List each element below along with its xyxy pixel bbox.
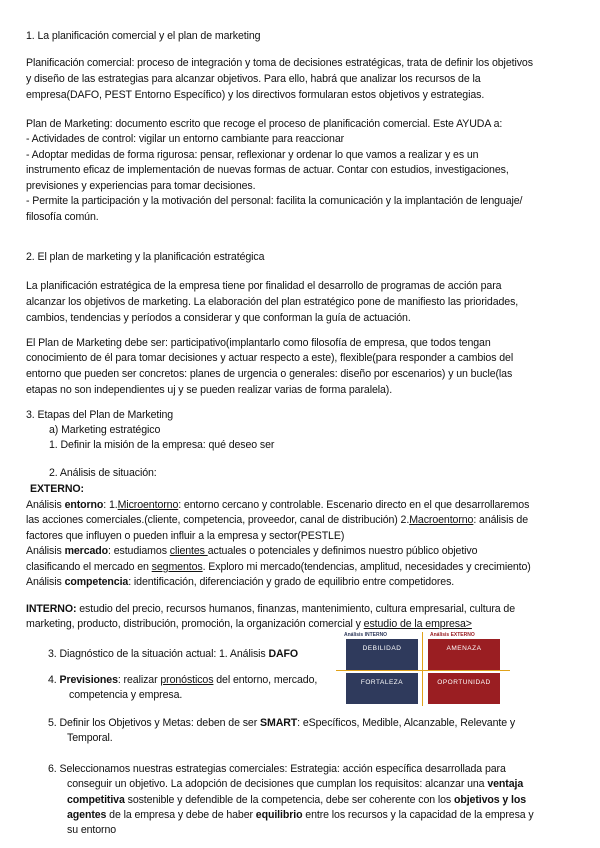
paragraph-line: su entorno bbox=[67, 824, 117, 836]
paragraph-line bbox=[26, 498, 529, 512]
text: : realizar bbox=[117, 674, 161, 686]
text: conseguir un objetivo. La adopción de decisiones que cumplan los requisitos: alcanzar una bbox=[67, 778, 488, 790]
underlined-text: Microentorno bbox=[117, 499, 179, 511]
paragraph-line: instrumento eficaz de implementación de nuevas formas de actuar. Contar con estudios, investigaciones, bbox=[26, 164, 509, 176]
paragraph-line: El Plan de Marketing debe ser: participativo(implantarlo como filosofía de empresa, que todos tengan bbox=[26, 337, 491, 349]
paragraph-line: entorno que pueden ser concretos: planes de urgencia o generales: diseño por escenarios) y un bucle(las bbox=[26, 368, 513, 380]
dafo-label: AMENAZA bbox=[446, 645, 482, 652]
text: . Exploro mi mercado(tendencias, amplitud, necesidades y crecimiento) bbox=[202, 561, 531, 573]
paragraph-line bbox=[26, 544, 477, 558]
section-2-title: 2. El plan de marketing y la planificación estratégica bbox=[26, 251, 265, 263]
text: marketing, producto, distribución, promoción, la organización comercial y bbox=[26, 618, 364, 630]
dafo-subtext bbox=[346, 654, 418, 658]
dafo-debilidad bbox=[346, 639, 418, 670]
section-1-title: 1. La planificación comercial y el plan de marketing bbox=[26, 30, 261, 42]
paragraph-line: empresa(DAFO, PEST Entorno Específico) y los directivos formularan estos objetivos y estrategias. bbox=[26, 89, 485, 101]
paragraph-line bbox=[67, 793, 526, 807]
paragraph-line: - Permite la participación y la motivación del personal: facilita la comunicación y la implantación de lenguaje/ bbox=[26, 195, 523, 207]
list-item-a: a) Marketing estratégico bbox=[49, 424, 161, 436]
paragraph-line: - Adoptar medidas de forma rigurosa: pensar, reflexionar y ordenar lo que vamos a realizar y es un bbox=[26, 149, 479, 161]
text: 3. bbox=[48, 648, 60, 660]
paragraph-line: factores que influyen o pueden influir a la empresa y sector(PESTLE) bbox=[26, 530, 345, 542]
paragraph-line: Planificación comercial: proceso de integración y toma de decisiones estratégicas, trata de definir los objetivos bbox=[26, 57, 533, 69]
text: 6. bbox=[48, 763, 60, 775]
underlined-text: Macroentorno bbox=[409, 514, 474, 526]
text: del entorno, mercado, bbox=[213, 674, 318, 686]
text: : análisis de bbox=[473, 514, 529, 526]
text: : 1. bbox=[103, 499, 118, 511]
dafo-divider bbox=[336, 670, 510, 671]
paragraph-line: La planificación estratégica de la empresa tiene por finalidad el desarrollo de programas de acción para bbox=[26, 280, 502, 292]
externo-heading: EXTERNO: bbox=[30, 483, 84, 495]
text: Análisis bbox=[26, 499, 65, 511]
bold-text: competencia bbox=[64, 576, 129, 588]
paragraph-line: - Actividades de control: vigilar un entorno cambiante para reaccionar bbox=[26, 133, 345, 145]
bold-text: agentes bbox=[67, 809, 107, 821]
paragraph-line: y diseño de las estrategias para alcanzar objetivos. Para ello, habrá que analizar los recursos de la bbox=[26, 73, 481, 85]
bold-text: competitiva bbox=[67, 794, 125, 806]
bold-text: mercado bbox=[64, 545, 109, 557]
dafo-internal-label: Análisis INTERNO bbox=[344, 632, 388, 638]
text: : identificación, diferenciación y grado de equilibrio entre competidores. bbox=[128, 576, 455, 588]
text: Definir los Objetivos y Metas: deben de ser bbox=[59, 717, 260, 729]
underlined-text: estudio de la empresa> bbox=[363, 618, 472, 630]
dafo-matrix-image bbox=[336, 632, 510, 706]
paragraph-line bbox=[67, 777, 523, 791]
paragraph-line: filosofía común. bbox=[26, 211, 99, 223]
paragraph-line: cambios, tendencias y períodos a considerar y que conforman la guía de actuación. bbox=[26, 312, 411, 324]
text: las acciones comerciales.(cliente, competencia, proveedor, canal de distribución) 2. bbox=[26, 514, 410, 526]
paragraph-line: conocimiento de él para tomar decisiones y actuar respecto a este), flexible(para responder a cambios del bbox=[26, 352, 514, 364]
paragraph-line: Plan de Marketing: documento escrito que recoge el proceso de planificación comercial. Este AYUDA a: bbox=[26, 118, 503, 130]
paragraph-line: etapas no son independientes uj y se pueden realizar varias de forma paralela). bbox=[26, 384, 393, 396]
paragraph-line bbox=[26, 513, 528, 527]
text: 4. bbox=[48, 674, 60, 686]
paragraph-line bbox=[26, 560, 531, 574]
paragraph-line: alcanzar los objetivos de marketing. La elaboración del plan estratégico pone de manifiesto las prioridades, bbox=[26, 296, 519, 308]
paragraph-line: previsiones y experiencias para tomar decisiones. bbox=[26, 180, 256, 192]
text: clasificando el mercado en bbox=[26, 561, 152, 573]
list-item-3 bbox=[48, 647, 298, 661]
underlined-text: segmentos bbox=[151, 561, 203, 573]
dafo-external-label: Análisis EXTERNO bbox=[430, 632, 475, 638]
list-item-2: 2. Análisis de situación: bbox=[49, 467, 157, 479]
bold-text: Previsiones bbox=[59, 674, 118, 686]
dafo-label: OPORTUNIDAD bbox=[437, 679, 491, 686]
text: : estudiamos bbox=[108, 545, 170, 557]
text: entre los recursos y la capacidad de la empresa y bbox=[302, 809, 534, 821]
section-3-title: 3. Etapas del Plan de Marketing bbox=[26, 409, 174, 421]
text: Seleccionamos nuestras estrategias comerciales: Estrategia: acción específica desarrollada para bbox=[59, 763, 506, 775]
dafo-oportunidad bbox=[428, 673, 500, 704]
interno-heading: INTERNO: bbox=[26, 603, 77, 615]
paragraph-line bbox=[26, 617, 472, 631]
bold-text: SMART bbox=[260, 717, 298, 729]
bold-text: entorno bbox=[64, 499, 104, 511]
text: Análisis bbox=[26, 545, 65, 557]
text: estudio del precio, recursos humanos, finanzas, mantenimiento, cultura empresarial, cultura de bbox=[76, 603, 516, 615]
dafo-divider bbox=[422, 632, 423, 706]
paragraph-line bbox=[26, 602, 515, 616]
bold-text: DAFO bbox=[268, 648, 299, 660]
underlined-text: clientes bbox=[169, 545, 208, 557]
dafo-label: DEBILIDAD bbox=[362, 645, 402, 652]
paragraph-line bbox=[26, 575, 454, 589]
text: actuales o potenciales y definimos nuestro público objetivo bbox=[207, 545, 478, 557]
text: sostenible y defendible de la competencia, debe ser coherente con los bbox=[124, 794, 454, 806]
dafo-label: FORTALEZA bbox=[360, 679, 404, 686]
text: de la empresa y debe de haber bbox=[106, 809, 256, 821]
dafo-amenaza bbox=[428, 639, 500, 670]
text: 5. bbox=[48, 717, 60, 729]
list-item-6 bbox=[48, 762, 506, 776]
paragraph-line: Temporal. bbox=[67, 732, 113, 744]
text: Análisis bbox=[26, 576, 65, 588]
text: Diagnóstico de la situación actual: 1. Análisis bbox=[59, 648, 269, 660]
bold-text: equilibrio bbox=[255, 809, 303, 821]
list-item-4 bbox=[48, 673, 317, 687]
underlined-text: pronósticos bbox=[160, 674, 214, 686]
text: : entorno cercano y controlable. Escenario directo en el que desarrollaremos bbox=[178, 499, 530, 511]
list-item-5 bbox=[48, 716, 515, 730]
text: : eSpecíficos, Medible, Alcanzable, Relevante y bbox=[297, 717, 516, 729]
bold-text: ventaja bbox=[487, 778, 524, 790]
list-item-1: 1. Definir la misión de la empresa: qué deseo ser bbox=[49, 439, 275, 451]
paragraph-line bbox=[67, 808, 534, 822]
paragraph-line: competencia y empresa. bbox=[69, 689, 183, 701]
dafo-fortaleza bbox=[346, 673, 418, 704]
bold-text: objetivos y los bbox=[453, 794, 527, 806]
